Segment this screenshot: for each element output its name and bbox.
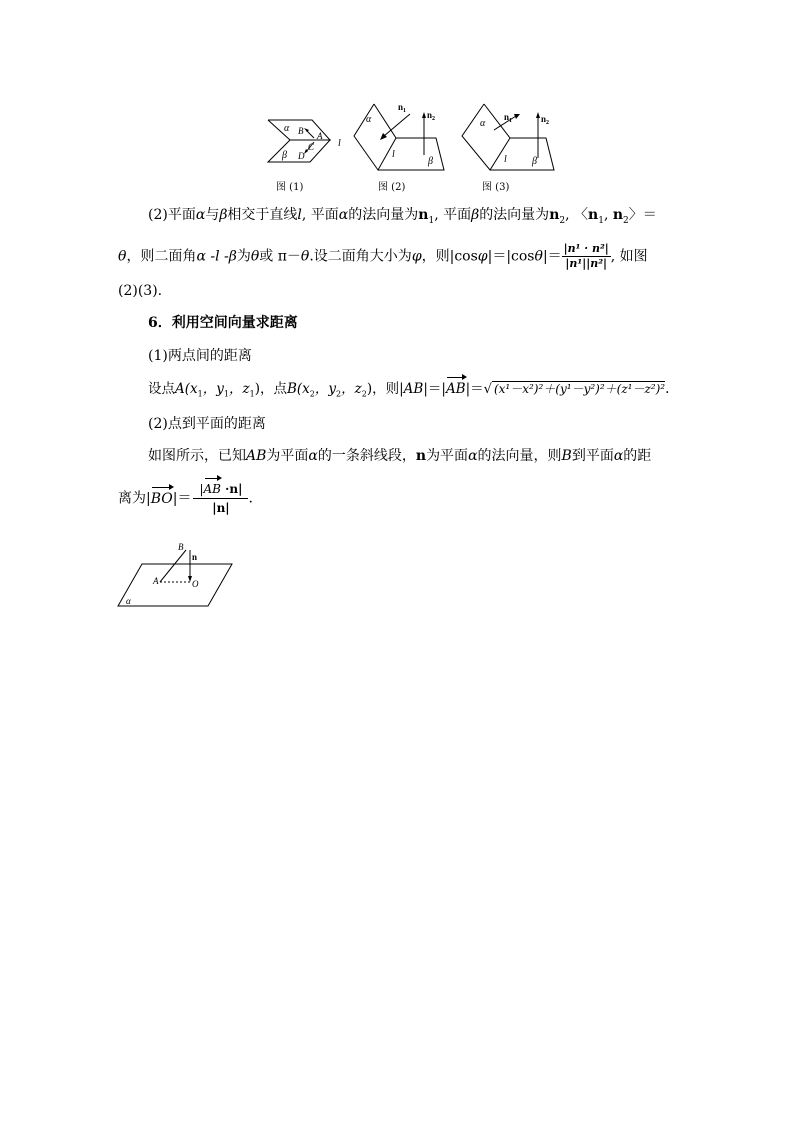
- figure-3-caption: 图 (3): [482, 182, 510, 193]
- sqrt-expression: (x¹－x²)²＋(y¹－y²)²＋(z¹－z²)²: [493, 382, 666, 396]
- cos-fraction: $\frac{\text{|n¹ · n²|}}{\text{|n¹||n²|}}$: [563, 242, 609, 270]
- distance-formula-line: 设点$A(x_1$，$y_1$，$z_1$)，点$B(x_2$，$y_2$，$z_2$)，则|AB|＝|AB|＝√ (x¹－x²)²＋(y¹－y²)²＋(z¹－z²)².: [148, 381, 670, 399]
- para2-line1: (2)平面α与β相交于直线l, 平面α的法向量为$n_1$, 平面β的法向量为$n_2$, 〈$n_1$, $n_2$〉＝: [148, 207, 657, 226]
- fig3-n2-label: $n_2$: [541, 114, 550, 126]
- fig1-B-label: B: [298, 126, 304, 136]
- point-plane-line2: 离为|BO|＝ $\frac{|AB \cdot n|}{|n|}$ .: [118, 482, 253, 515]
- fig4-B-label: B: [178, 542, 184, 552]
- fig2-n1-label: $n_1$: [398, 102, 407, 114]
- fig3-alpha-label: α: [480, 118, 486, 129]
- figure-4: [116, 540, 236, 610]
- section6-sub2: (2)点到平面的距离: [148, 416, 266, 432]
- para2-line3: (2)(3).: [118, 283, 163, 299]
- distance-fraction: $\frac{|AB \cdot n|}{|n|}$: [193, 480, 248, 517]
- section6-sub1: (1)两点间的距离: [148, 348, 252, 364]
- fig1-alpha-label: α: [284, 123, 290, 134]
- fig4-alpha-label: α: [126, 596, 131, 606]
- point-plane-line1: 如图所示，已知AB为平面α的一条斜线段，n为平面α的法向量，则B到平面α的距: [148, 448, 652, 464]
- fig2-n2-label: $n_2$: [427, 110, 436, 122]
- fig3-n1-label: $n_1$: [504, 112, 513, 124]
- fig3-beta-label: β: [532, 156, 537, 167]
- fig1-l-label: l: [338, 138, 341, 149]
- vector-AB: AB: [445, 381, 466, 397]
- figure-2: [352, 100, 452, 195]
- figure-2-caption: 图 (2): [378, 182, 406, 193]
- section6-heading: 6．利用空间向量求距离: [148, 315, 298, 331]
- vector-BO: BO: [150, 490, 173, 507]
- fig4-n-label: n: [192, 552, 198, 562]
- fig4-O-label: O: [192, 579, 199, 589]
- figure-4-drawing: [116, 540, 236, 610]
- fig2-l-label: l: [392, 149, 395, 160]
- para2-line2: θ，则二面角α -l -β为θ或 π－θ.设二面角大小为φ，则|cosφ|＝|cosθ|＝ $\frac{\text{|n¹ · n²|}}{\text{|n¹||n²|}}$ , 如图: [118, 242, 648, 270]
- figure-1: [262, 100, 352, 195]
- fig2-alpha-label: α: [366, 114, 372, 125]
- fig1-A-label: A: [317, 131, 323, 141]
- fig1-D-label: D: [298, 151, 305, 161]
- figure-1-caption: 图 (1): [276, 182, 304, 193]
- fig1-beta-label: β: [282, 150, 287, 161]
- fig1-C-label: C: [308, 142, 315, 152]
- fig3-l-label: l: [504, 154, 507, 165]
- fig2-beta-label: β: [428, 156, 433, 167]
- fig4-A-label: A: [153, 576, 159, 586]
- figure-3: [458, 100, 558, 195]
